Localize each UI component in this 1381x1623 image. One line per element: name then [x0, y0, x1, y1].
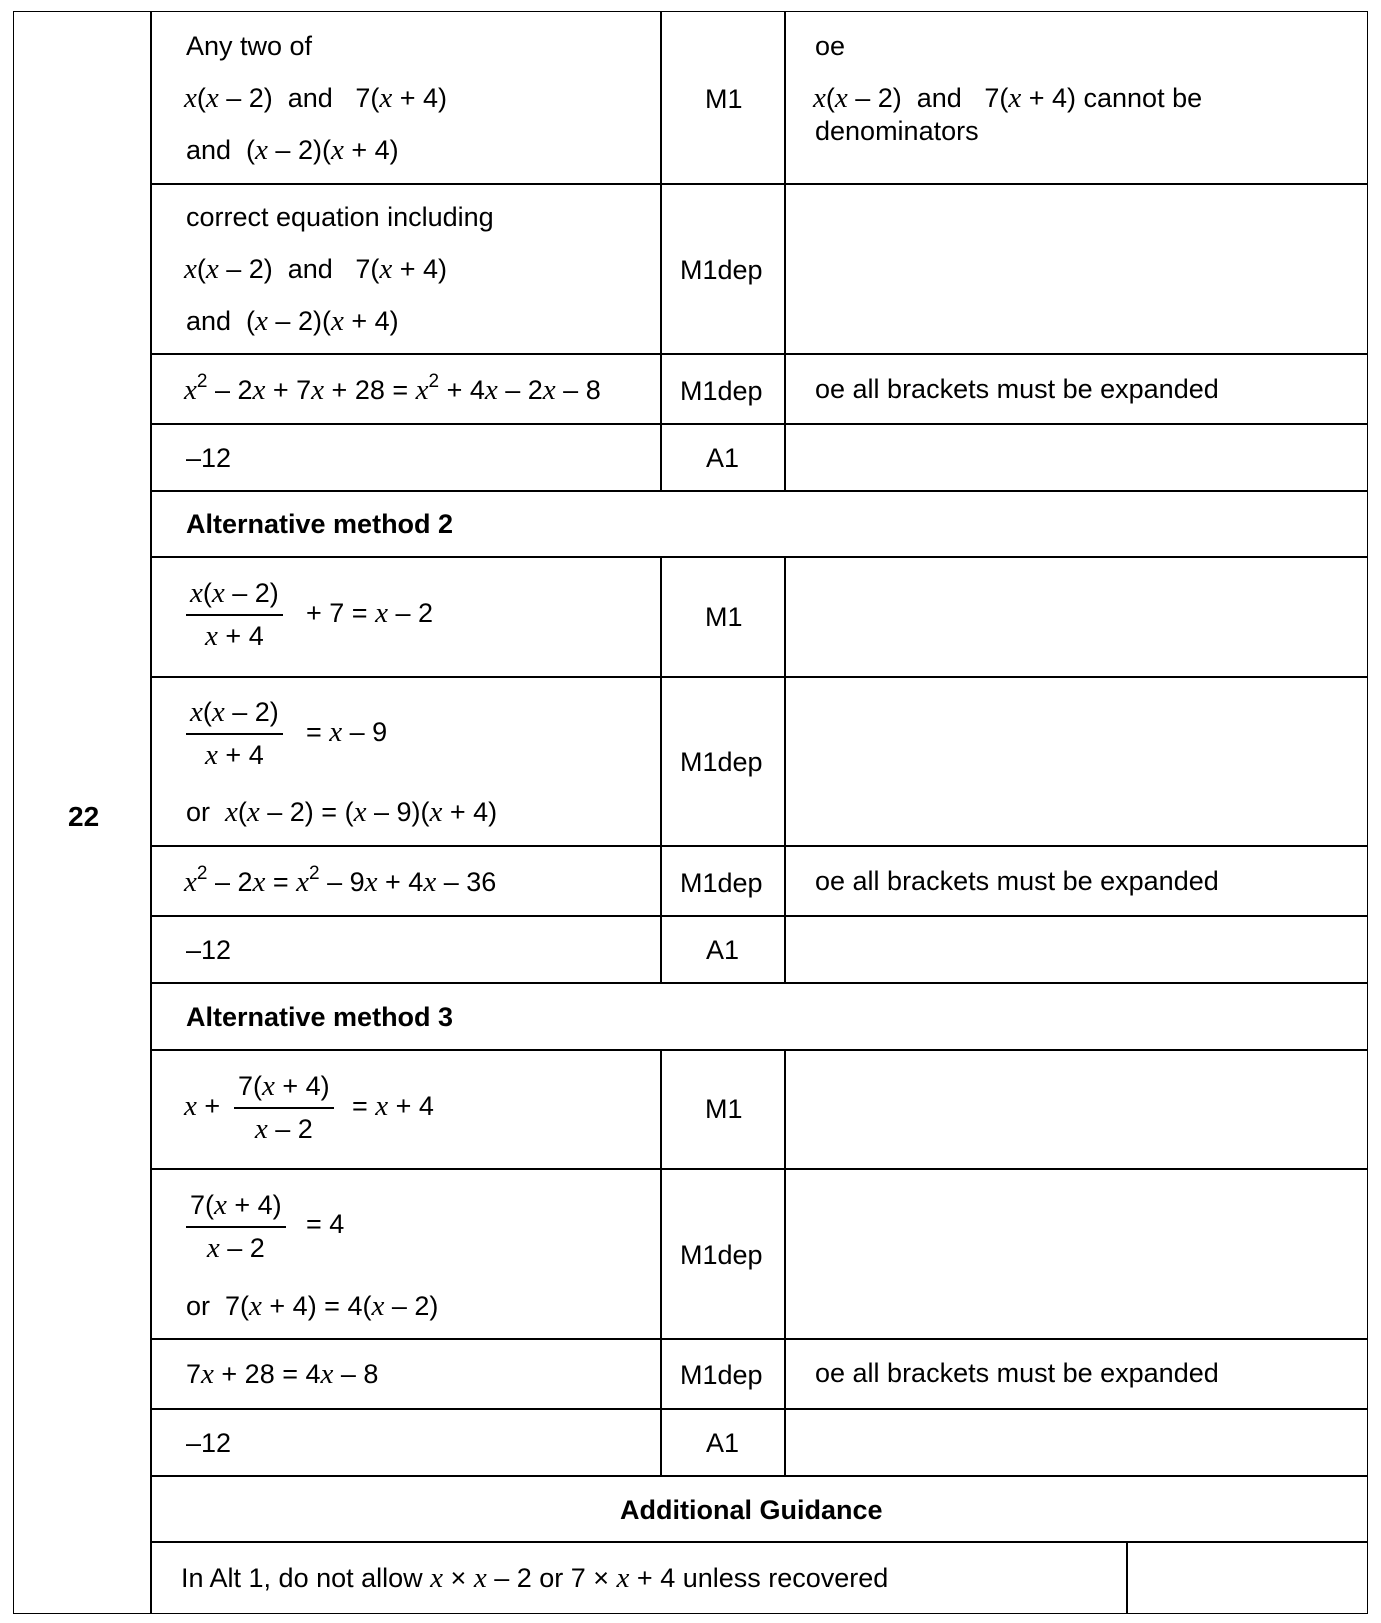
comment-text: oe all brackets must be expanded: [815, 1358, 1219, 1388]
mark: A1: [706, 1428, 740, 1458]
row-divider: [150, 183, 1368, 185]
method-text: = 4: [306, 1209, 345, 1239]
fraction: 7(x + 4) x – 2: [234, 1070, 334, 1146]
row-divider: [150, 1338, 1368, 1340]
row-divider: [150, 423, 1368, 425]
mark: M1dep: [680, 376, 763, 406]
method-text: or 7(x + 4) = 4(x – 2): [186, 1290, 439, 1322]
method-text: x(x – 2) and 7(x + 4): [184, 82, 447, 114]
method-text: –12: [186, 443, 232, 473]
question-number: 22: [68, 801, 100, 832]
column-divider-question: [150, 11, 152, 1614]
method-text: + 7 = x – 2: [306, 597, 433, 629]
row-divider: [150, 1408, 1368, 1410]
row-divider: [150, 1475, 1368, 1477]
mark: M1: [705, 84, 743, 114]
mark: M1dep: [680, 255, 763, 285]
mark: A1: [706, 443, 740, 473]
row-divider: [150, 1168, 1368, 1170]
guidance-text: In Alt 1, do not allow x × x – 2 or 7 × x + 4 unless recovered: [181, 1562, 889, 1594]
mark: A1: [706, 935, 740, 965]
method-text: $x^2 - 2x = x^2 - 9x + 4x - 36$: [184, 863, 497, 898]
method-text: correct equation including: [186, 202, 494, 232]
method-text: 7x + 28 = 4x – 8: [186, 1358, 379, 1390]
method-text: = x + 4: [352, 1090, 434, 1122]
row-divider: [150, 353, 1368, 355]
column-divider-mark-right: [784, 556, 786, 984]
row-divider: [150, 915, 1368, 917]
comment-text: oe: [815, 31, 846, 61]
row-divider: [150, 845, 1368, 847]
mark: M1dep: [680, 747, 763, 777]
fraction: x(x – 2) x + 4: [186, 696, 283, 772]
mark: M1dep: [680, 1240, 763, 1270]
column-divider-mark-right: [784, 11, 786, 491]
section-heading: Alternative method 2: [186, 509, 454, 539]
method-text: –12: [186, 935, 232, 965]
row-divider: [150, 1541, 1368, 1543]
comment-text: denominators: [815, 116, 979, 146]
row-divider: [150, 1049, 1368, 1051]
comment-text: x(x – 2) and 7(x + 4) cannot be: [813, 82, 1203, 114]
guidance-heading: Additional Guidance: [620, 1495, 883, 1525]
mark: M1dep: [680, 1360, 763, 1390]
method-text: $x^2 - 2x + 7x + 28 = x^2 + 4x - 2x - 8$: [184, 371, 601, 406]
method-text: or x(x – 2) = (x – 9)(x + 4): [186, 796, 498, 828]
mark: M1: [705, 1094, 743, 1124]
section-heading: Alternative method 3: [186, 1002, 454, 1032]
mark: M1: [705, 602, 743, 632]
method-text: and (x – 2)(x + 4): [186, 134, 399, 166]
fraction: x(x – 2) x + 4: [186, 577, 283, 653]
row-divider: [150, 982, 1368, 984]
row-divider: [150, 490, 1368, 492]
fraction: 7(x + 4) x – 2: [186, 1189, 286, 1265]
column-divider-mark-left: [660, 1049, 662, 1477]
column-divider-mark-left: [660, 11, 662, 491]
column-divider-mark-right: [784, 1049, 786, 1477]
comment-text: oe all brackets must be expanded: [815, 866, 1219, 896]
method-text: Any two of: [186, 31, 313, 61]
row-divider: [150, 676, 1368, 678]
method-text: –12: [186, 1428, 232, 1458]
row-divider: [150, 556, 1368, 558]
guidance-divider: [1126, 1541, 1128, 1614]
column-divider-mark-left: [660, 556, 662, 984]
method-text: = x – 9: [306, 716, 388, 748]
method-text: x(x – 2) and 7(x + 4): [184, 253, 447, 285]
method-text: and (x – 2)(x + 4): [186, 305, 399, 337]
mark: M1dep: [680, 868, 763, 898]
comment-text: oe all brackets must be expanded: [815, 374, 1219, 404]
method-text: x +: [184, 1090, 221, 1122]
